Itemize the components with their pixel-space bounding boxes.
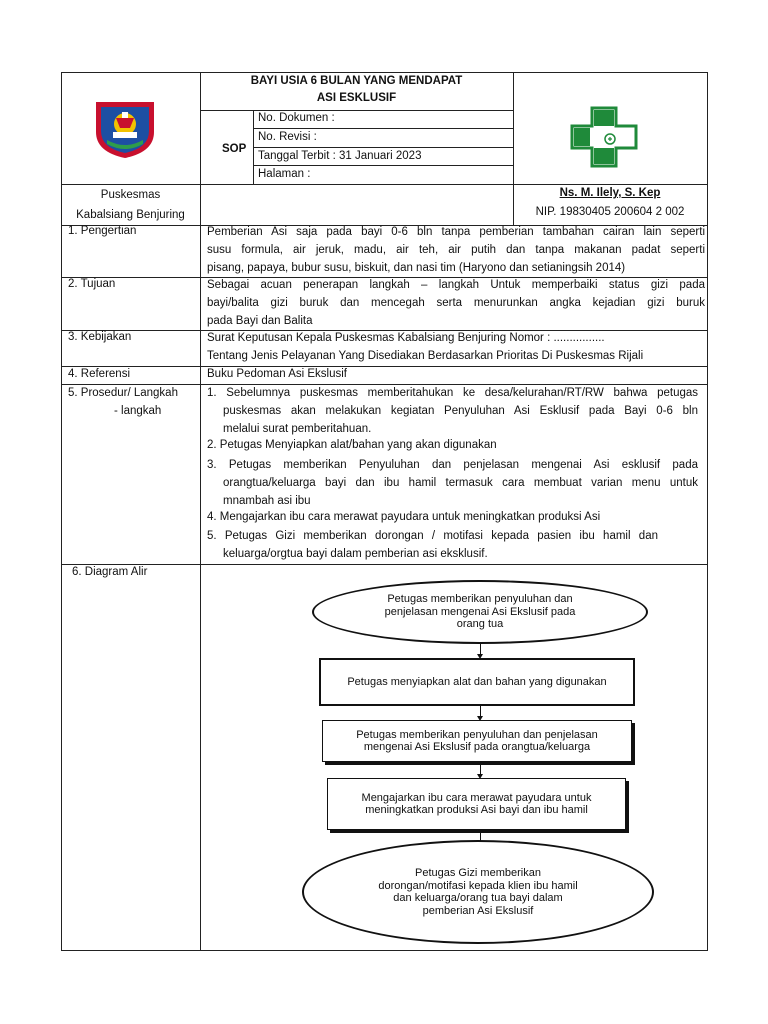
flow-arrow-1 [480, 644, 481, 655]
prosedur-step-2: 2. Petugas Menyiapkan alat/bahan yang akan digunakan [207, 439, 497, 451]
step-line: puskesmas akan melakukan kegiatan Penyuluhan Asi Esklusif pada Bayi 0-6 bln [223, 405, 698, 417]
prosedur-step-5 [207, 527, 658, 563]
step-line: mnambah asi ibu [223, 495, 311, 507]
prosedur-step-3 [207, 456, 698, 510]
document-title [200, 73, 513, 107]
flow-arrow-2 [480, 706, 481, 717]
step-line: melalui surat pemberitahuan. [223, 423, 372, 435]
flow-node-4 [327, 778, 626, 830]
step-line: orangtua/keluarga bayi dan ibu hamil termasuk cara membuat varian menu untuk [223, 477, 698, 489]
flow-arrow-3 [480, 765, 481, 775]
tujuan-line: pada Bayi dan Balita [207, 315, 313, 327]
label-kebijakan: 3. Kebijakan [68, 331, 132, 343]
label-tujuan: 2. Tujuan [68, 278, 116, 290]
doc-number: No. Dokumen : [258, 112, 335, 124]
step-line: keluarga/orgtua bayi dalam pemberian asi eksklusif. [223, 548, 488, 560]
tujuan-line: bayi/balita gizi buruk dan mencegah serta menurunkan angka kejadian gizi buruk [207, 297, 705, 309]
puskesmas-cross-logo [570, 106, 638, 168]
kebijakan-text [207, 329, 705, 365]
label-diagram: 6. Diagram Alir [72, 566, 148, 578]
signer-name: Ns. M. Ilely, S. Kep [559, 187, 661, 199]
title-line-2: ASI ESKLUSIF [316, 92, 397, 104]
flow-node-2 [319, 658, 635, 706]
flow-node-3-text: Petugas memberikan penyuluhan dan penjelasan mengenai Asi Ekslusif pada orangtua/keluarga [356, 728, 598, 753]
referensi-text: Buku Pedoman Asi Ekslusif [207, 368, 347, 380]
title-line-1: BAYI USIA 6 BULAN YANG MENDAPAT [250, 75, 463, 87]
flow-node-1 [312, 580, 648, 644]
org-line-1: Puskesmas [100, 189, 161, 201]
flow-node-2-text: Petugas menyiapkan alat dan bahan yang digunakan [347, 675, 607, 688]
kebijakan-line: Surat Keputusan Kepala Puskesmas Kabalsiang Benjuring Nomor : ................ [207, 332, 605, 344]
label-prosedur-line-1: 5. Prosedur/ Langkah [68, 387, 178, 399]
sop-label: SOP [222, 143, 247, 155]
regency-crest-logo [92, 98, 158, 160]
label-referensi: 4. Referensi [68, 368, 131, 380]
prosedur-step-1 [207, 384, 698, 438]
prosedur-step-4: 4. Mengajarkan ibu cara merawat payudara untuk meningkatkan produksi Asi [207, 511, 601, 523]
flow-node-5-text: Petugas Gizi memberikan dorongan/motifasi kepada klien ibu hamil dan keluarga/orang tua bayi dalam pemberian Asi Ekslusif [378, 867, 578, 917]
issue-date: Tanggal Terbit : 31 Januari 2023 [258, 150, 422, 162]
tujuan-text [207, 276, 705, 330]
flow-node-5 [302, 840, 654, 944]
pengertian-line: susu formula, air jeruk, madu, air teh, air putih dan tanpa makanan padat seperti [207, 244, 705, 256]
step-line: 3. Petugas memberikan Penyuluhan dan penjelasan mengenai Asi esklusif pada [207, 459, 698, 471]
flow-node-3 [322, 720, 632, 762]
label-pengertian: 1. Pengertian [68, 225, 137, 237]
pengertian-line: pisang, papaya, bubur susu, biskuit, dan nasi tim (Haryono dan setianingsih 2014) [207, 262, 626, 274]
flow-node-1-text: Petugas memberikan penyuluhan dan penjelasan mengenai Asi Ekslusif pada orang tua [384, 593, 576, 631]
revision-number: No. Revisi : [258, 131, 317, 143]
page-field: Halaman : [258, 168, 311, 180]
flow-node-4-text: Mengajarkan ibu cara merawat payudara untuk meningkatkan produksi Asi bayi dan ibu hamil [361, 791, 592, 816]
step-line: 1. Sebelumnya puskesmas memberitahukan ke desa/kelurahan/RT/RW bahwa petugas [207, 387, 698, 399]
kebijakan-line: Tentang Jenis Pelayanan Yang Disediakan Berdasarkan Prioritas Di Puskesmas Rijali [207, 350, 644, 362]
pengertian-line: Pemberian Asi saja pada bayi 0-6 bln tanpa pemberian tambahan cairan lain seperti [207, 226, 705, 238]
label-prosedur-line-2: - langkah [114, 405, 162, 417]
step-line: 5. Petugas Gizi memberikan dorongan / motifasi kepada pasien ibu hamil dan [207, 530, 658, 542]
org-line-2: Kabalsiang Benjuring [76, 209, 185, 221]
tujuan-line: Sebagai acuan penerapan langkah – langkah Untuk memperbaiki status gizi pada [207, 279, 705, 291]
signer-nip: NIP. 19830405 200604 2 002 [535, 206, 685, 218]
label-prosedur [68, 384, 178, 420]
organization-name [61, 185, 200, 225]
pengertian-text [207, 223, 705, 277]
